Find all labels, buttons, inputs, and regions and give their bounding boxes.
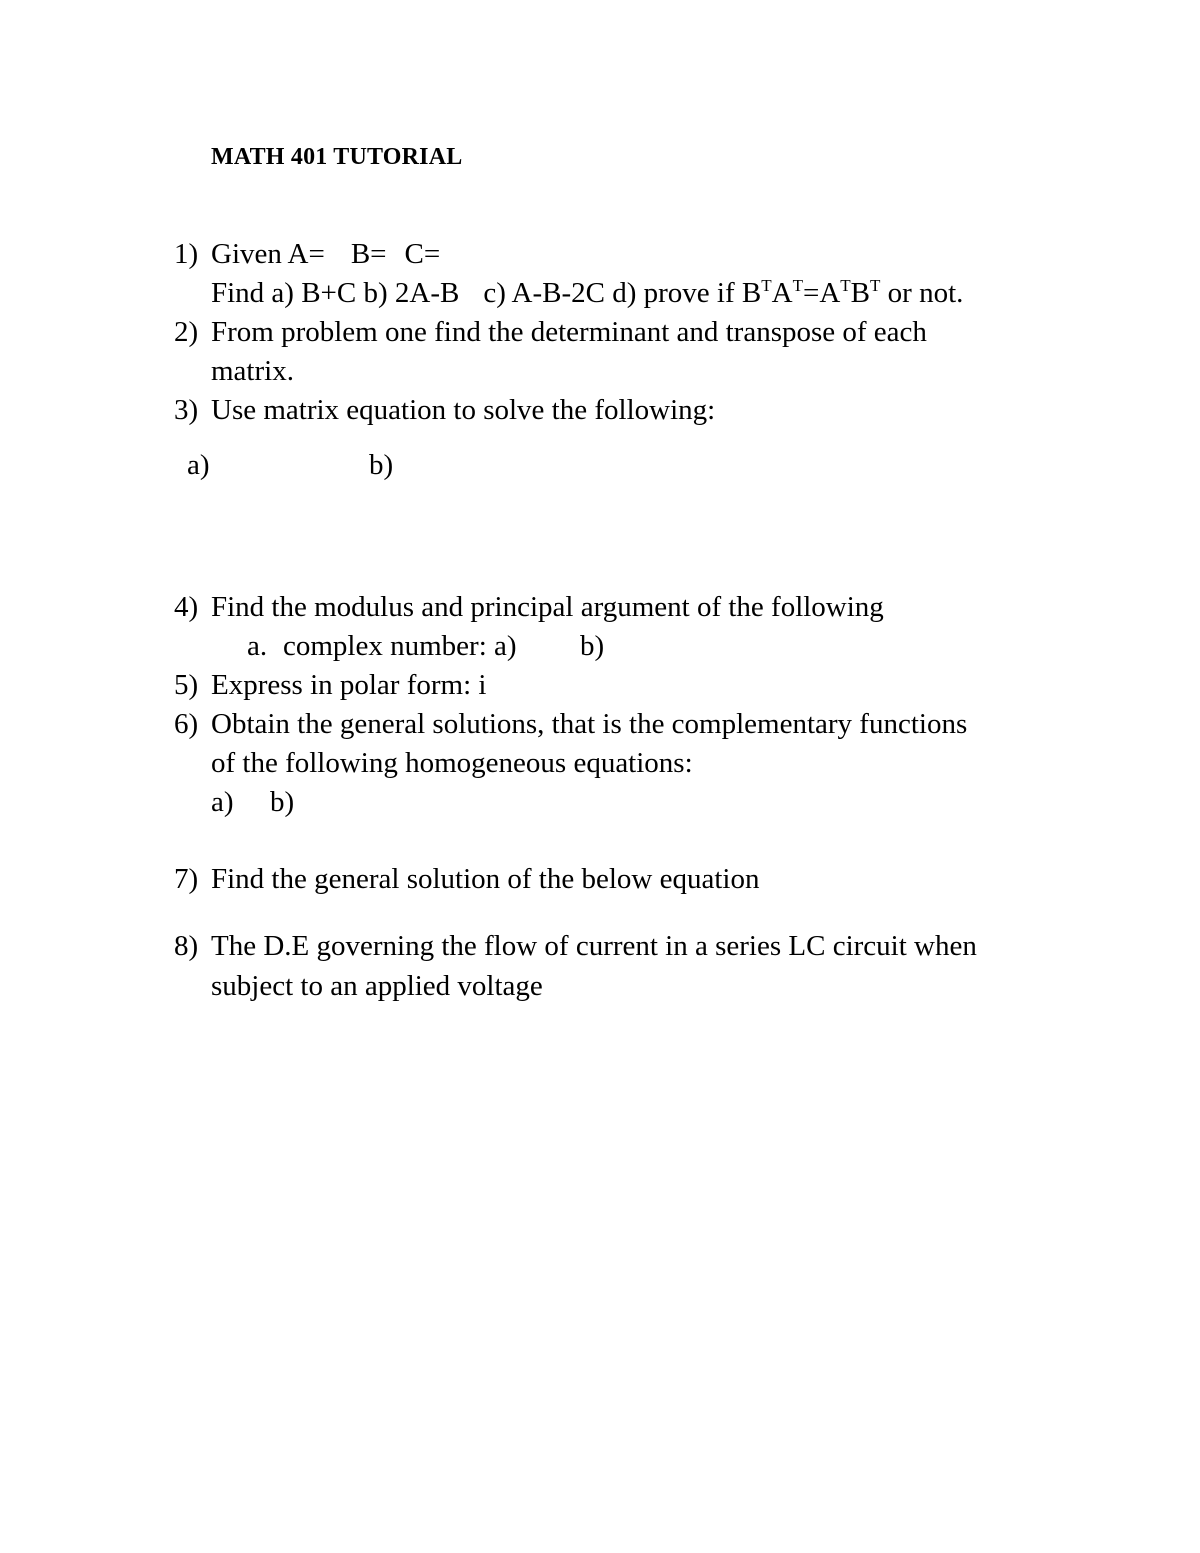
b-letter: B [850,277,871,309]
question-4-number: 4) [174,591,199,623]
question-4-sub-label: a. [247,630,268,662]
question-6-part-a: a) [211,786,234,818]
transpose-superscript: T [792,276,803,295]
question-4-sub-b: b) [580,630,605,662]
question-4-sub-text: complex number: a) [283,630,517,662]
question-1-find [211,275,963,311]
a-letter: A [771,277,793,309]
matrix-a-label: Given A= [211,238,325,270]
find-parts-cd: c) A-B-2C d) prove if B [483,277,762,309]
question-6-text-cont: of the following homogeneous equations: [211,747,693,779]
question-2-text: From problem one find the determinant and transpose of each [211,316,927,348]
question-7-text: Find the general solution of the below equation [211,863,760,895]
question-4-text: Find the modulus and principal argument of the following [211,591,884,623]
transpose-superscript: T [840,276,851,295]
question-1-given [211,236,440,272]
question-3-text: Use matrix equation to solve the following: [211,394,716,426]
question-6-number: 6) [174,708,199,740]
or-not-text: or not. [880,277,964,309]
question-8-text: The D.E governing the flow of current in a series LC circuit when [211,930,977,962]
transpose-superscript: T [870,276,881,295]
find-parts-ab: Find a) B+C b) 2A-B [211,277,460,309]
question-8-number: 8) [174,930,199,962]
matrix-c-label: C= [404,238,441,270]
question-1-number: 1) [174,238,199,270]
matrix-b-label: B= [350,238,387,270]
question-2-number: 2) [174,316,199,348]
question-5-text: Express in polar form: i [211,669,487,701]
question-8-text-cont: subject to an applied voltage [211,970,543,1002]
question-7-number: 7) [174,863,199,895]
page-title: MATH 401 TUTORIAL [211,144,463,170]
question-6-text: Obtain the general solutions, that is the complementary functions [211,708,968,740]
question-3-part-b: b) [369,449,394,481]
question-6-part-b: b) [270,786,295,818]
question-5-number: 5) [174,669,199,701]
question-3-part-a: a) [187,449,210,481]
equals-a: =A [802,277,841,309]
transpose-superscript: T [761,276,772,295]
question-2-text-cont: matrix. [211,355,294,387]
question-3-number: 3) [174,394,199,426]
